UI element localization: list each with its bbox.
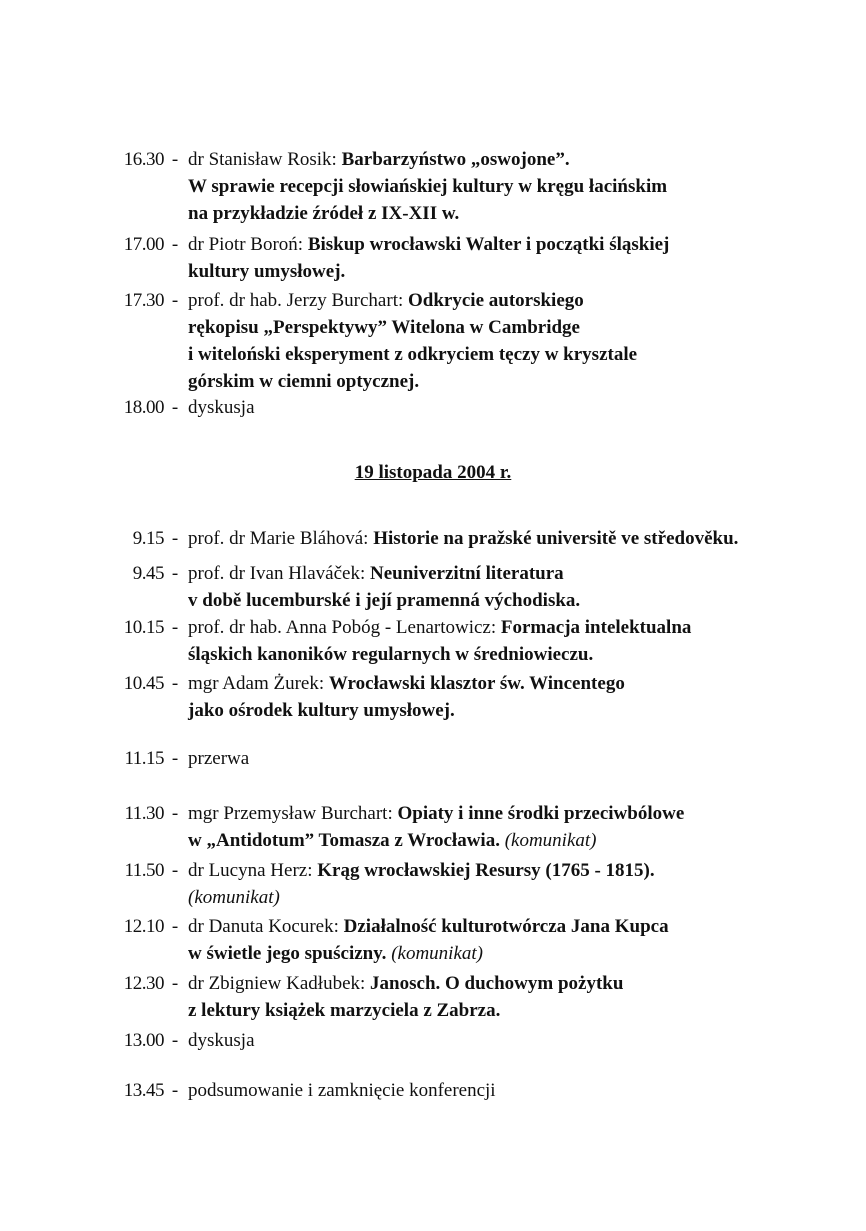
- speaker-text: mgr Adam Żurek:: [188, 673, 329, 694]
- entry-line: [188, 560, 848, 587]
- entry-line: [188, 997, 848, 1024]
- talk-title: Neuniverzitní literatura: [370, 563, 564, 584]
- entry-line: [188, 614, 848, 641]
- entry-line: [188, 913, 848, 940]
- talk-note: (komunikat): [391, 943, 483, 964]
- talk-title: kultury umysłowej.: [188, 261, 346, 282]
- talk-title: w „Antidotum” Tomasza z Wrocławia.: [188, 830, 505, 851]
- entry-time: 11.30: [124, 803, 164, 824]
- entry-line: [188, 670, 848, 697]
- entry-content: [188, 670, 848, 724]
- entry-dash: -: [171, 803, 179, 824]
- speaker-text: prof. dr hab. Anna Pobóg - Lenartowicz:: [188, 617, 501, 638]
- entry-dash: -: [171, 234, 179, 255]
- entry-time: 11.50: [124, 860, 164, 881]
- entry-content: [188, 1027, 848, 1054]
- speaker-text: dr Danuta Kocurek:: [188, 916, 344, 937]
- entry-line: [188, 587, 848, 614]
- talk-title: v době lucemburské i její pramenná východiska.: [188, 590, 581, 611]
- entry-dash: -: [171, 973, 179, 994]
- speaker-text: dr Zbigniew Kadłubek:: [188, 973, 371, 994]
- entry-line: [188, 697, 848, 724]
- talk-title: Formacja intelektualna: [500, 617, 692, 638]
- date-heading: 19 listopada 2004 r.: [354, 462, 512, 483]
- entry-dash: -: [171, 1080, 179, 1101]
- entry-time: 12.10: [123, 916, 164, 937]
- entry-time: 11.15: [124, 748, 164, 769]
- talk-title: Barbarzyństwo „oswojone”.: [341, 149, 570, 170]
- entry-line: [188, 970, 848, 997]
- entry-dash: -: [171, 617, 179, 638]
- entry-time: 16.30: [123, 149, 164, 170]
- talk-title: w świetle jego spuścizny.: [188, 943, 392, 964]
- talk-title: W sprawie recepcji słowiańskiej kultury w kręgu łacińskim: [188, 176, 668, 197]
- entry-line: [188, 287, 848, 314]
- entry-dash: -: [171, 1030, 179, 1051]
- entry-dash: -: [171, 916, 179, 937]
- speaker-text: prof. dr hab. Jerzy Burchart:: [188, 290, 409, 311]
- entry-time: 13.45: [123, 1080, 164, 1101]
- entry-content: [188, 745, 848, 772]
- entry-time: 10.15: [123, 617, 164, 638]
- talk-title: Janosch. O duchowym pożytku: [370, 973, 624, 994]
- entry-content: [188, 525, 848, 552]
- entry-line: [188, 200, 848, 227]
- entry-time: 13.00: [123, 1030, 164, 1051]
- entry-line: [188, 341, 848, 368]
- entry-line: [188, 231, 848, 258]
- speaker-text: mgr Przemysław Burchart:: [188, 803, 398, 824]
- entry-line: [188, 745, 848, 772]
- speaker-text: dr Piotr Boroń:: [188, 234, 308, 255]
- talk-title: z lektury książek marzyciela z Zabrza.: [188, 1000, 501, 1021]
- entry-time: 9.15: [132, 528, 164, 549]
- entry-line: [188, 800, 848, 827]
- talk-title: rękopisu „Perspektywy” Witelona w Cambridge: [188, 317, 580, 338]
- entry-dash: -: [171, 149, 179, 170]
- talk-title: Krąg wrocławskiej Resursy (1765 - 1815).: [317, 860, 655, 881]
- talk-title: Biskup wrocławski Walter i początki śląskiej: [307, 234, 670, 255]
- speaker-text: dr Stanisław Rosik:: [188, 149, 342, 170]
- speaker-text: podsumowanie i zamknięcie konferencji: [188, 1080, 496, 1101]
- talk-note: (komunikat): [504, 830, 597, 851]
- entry-line: [188, 368, 848, 395]
- talk-title: Historie na pražské universitě ve středověku.: [373, 528, 739, 549]
- entry-time: 9.45: [132, 563, 164, 584]
- entry-content: [188, 913, 848, 967]
- entry-content: [188, 1077, 848, 1104]
- entry-time: 12.30: [123, 973, 164, 994]
- talk-title: Działalność kulturotwórcza Jana Kupca: [343, 916, 669, 937]
- entry-line: [188, 173, 848, 200]
- talk-title: Opiaty i inne środki przeciwbólowe: [397, 803, 685, 824]
- entry-line: [188, 827, 848, 854]
- entry-line: [188, 394, 848, 421]
- speaker-text: prof. dr Marie Bláhová:: [188, 528, 374, 549]
- entry-line: [188, 641, 848, 668]
- entry-line: [188, 258, 848, 285]
- talk-title: śląskich kanoników regularnych w średniowieczu.: [188, 644, 594, 665]
- entry-dash: -: [171, 563, 179, 584]
- talk-title: górskim w ciemni optycznej.: [188, 371, 420, 392]
- entry-dash: -: [171, 860, 179, 881]
- entry-content: [188, 231, 848, 285]
- entry-line: [188, 857, 848, 884]
- entry-line: [188, 314, 848, 341]
- entry-dash: -: [171, 673, 179, 694]
- speaker-text: przerwa: [188, 748, 250, 769]
- entry-line: [188, 1077, 848, 1104]
- entry-line: [188, 146, 848, 173]
- entry-dash: -: [171, 290, 179, 311]
- entry-line: [188, 884, 848, 911]
- speaker-text: prof. dr Ivan Hlaváček:: [188, 563, 371, 584]
- entry-content: [188, 800, 848, 854]
- entry-content: [188, 146, 848, 227]
- talk-title: i witeloński eksperyment z odkryciem tęczy w krysztale: [188, 344, 638, 365]
- entry-content: [188, 394, 848, 421]
- entry-line: [188, 1027, 848, 1054]
- entry-time: 18.00: [123, 397, 164, 418]
- talk-title: jako ośrodek kultury umysłowej.: [188, 700, 455, 721]
- speaker-text: dyskusja: [188, 397, 255, 418]
- talk-note: (komunikat): [188, 887, 280, 908]
- entry-time: 17.00: [123, 234, 164, 255]
- talk-title: Wrocławski klasztor św. Wincentego: [328, 673, 625, 694]
- entry-line: [188, 940, 848, 967]
- talk-title: na przykładzie źródeł z IX-XII w.: [188, 203, 460, 224]
- talk-title: Odkrycie autorskiego: [408, 290, 584, 311]
- entry-dash: -: [171, 397, 179, 418]
- entry-line: [188, 525, 848, 552]
- entry-dash: -: [171, 748, 179, 769]
- speaker-text: dyskusja: [188, 1030, 255, 1051]
- entry-content: [188, 970, 848, 1024]
- entry-content: [188, 560, 848, 614]
- entry-time: 17.30: [123, 290, 164, 311]
- entry-content: [188, 287, 848, 395]
- entry-time: 10.45: [123, 673, 164, 694]
- entry-content: [188, 614, 848, 668]
- entry-dash: -: [171, 528, 179, 549]
- entry-content: [188, 857, 848, 911]
- speaker-text: dr Lucyna Herz:: [188, 860, 318, 881]
